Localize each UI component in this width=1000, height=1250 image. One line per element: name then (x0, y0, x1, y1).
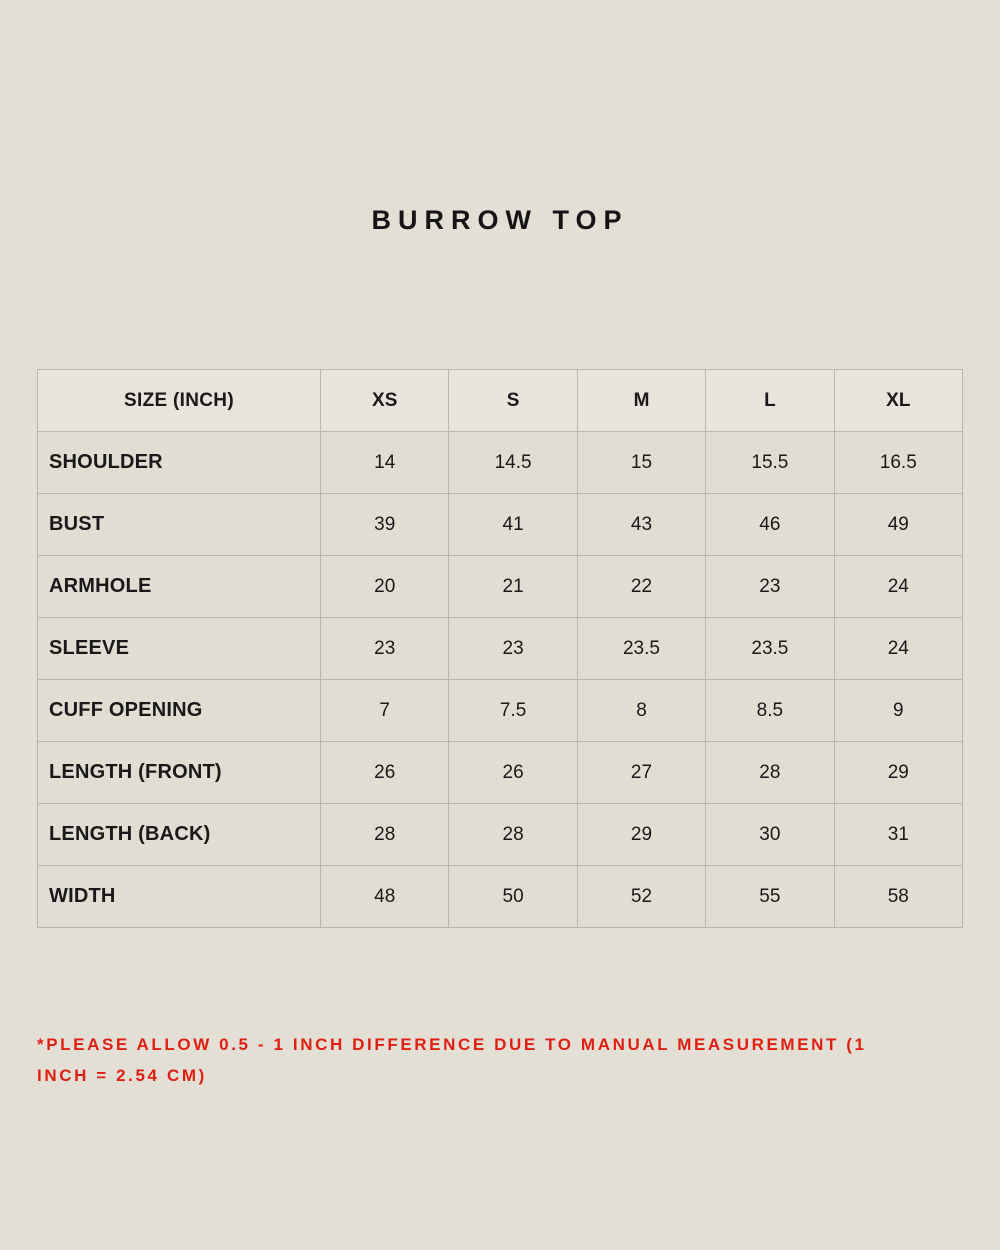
table-cell: 23 (449, 618, 577, 680)
table-cell: 14 (321, 432, 449, 494)
table-cell: 7 (321, 680, 449, 742)
table-row (38, 432, 963, 494)
table-cell: 49 (834, 494, 962, 556)
table-row (38, 742, 963, 804)
table-cell: 8 (577, 680, 705, 742)
table-body (38, 432, 963, 928)
table-cell: 29 (834, 742, 962, 804)
column-header-l: L (706, 370, 834, 432)
column-header-m: M (577, 370, 705, 432)
row-label: SLEEVE (38, 618, 321, 680)
column-header-s: S (449, 370, 577, 432)
table-cell: 46 (706, 494, 834, 556)
row-label: CUFF OPENING (38, 680, 321, 742)
table-cell: 48 (321, 866, 449, 928)
page-title: BURROW TOP (371, 205, 629, 235)
table-cell: 24 (834, 556, 962, 618)
size-chart-table (37, 369, 963, 928)
table-cell: 30 (706, 804, 834, 866)
table-row (38, 494, 963, 556)
table-cell: 23.5 (706, 618, 834, 680)
size-chart-table-container (37, 369, 963, 928)
table-cell: 15.5 (706, 432, 834, 494)
row-label: SHOULDER (38, 432, 321, 494)
table-cell: 26 (449, 742, 577, 804)
column-header-xl: XL (834, 370, 962, 432)
table-row (38, 680, 963, 742)
table-cell: 28 (321, 804, 449, 866)
table-cell: 28 (449, 804, 577, 866)
table-cell: 8.5 (706, 680, 834, 742)
table-row (38, 866, 963, 928)
table-cell: 27 (577, 742, 705, 804)
row-label: LENGTH (FRONT) (38, 742, 321, 804)
row-label: BUST (38, 494, 321, 556)
table-cell: 31 (834, 804, 962, 866)
table-cell: 41 (449, 494, 577, 556)
table-cell: 15 (577, 432, 705, 494)
table-cell: 58 (834, 866, 962, 928)
table-cell: 24 (834, 618, 962, 680)
table-cell: 14.5 (449, 432, 577, 494)
table-cell: 55 (706, 866, 834, 928)
table-cell: 23 (706, 556, 834, 618)
table-header (38, 370, 963, 432)
table-cell: 9 (834, 680, 962, 742)
table-cell: 22 (577, 556, 705, 618)
table-cell: 26 (321, 742, 449, 804)
table-cell: 52 (577, 866, 705, 928)
table-cell: 20 (321, 556, 449, 618)
row-label: LENGTH (BACK) (38, 804, 321, 866)
row-label: WIDTH (38, 866, 321, 928)
table-cell: 21 (449, 556, 577, 618)
table-cell: 29 (577, 804, 705, 866)
table-row (38, 556, 963, 618)
column-header-xs: XS (321, 370, 449, 432)
table-cell: 28 (706, 742, 834, 804)
table-cell: 39 (321, 494, 449, 556)
table-row (38, 618, 963, 680)
table-cell: 7.5 (449, 680, 577, 742)
table-row (38, 804, 963, 866)
table-cell: 16.5 (834, 432, 962, 494)
column-header-size: SIZE (INCH) (38, 370, 321, 432)
table-cell: 23 (321, 618, 449, 680)
table-cell: 23.5 (577, 618, 705, 680)
table-header-row (38, 370, 963, 432)
table-cell: 43 (577, 494, 705, 556)
row-label: ARMHOLE (38, 556, 321, 618)
table-cell: 50 (449, 866, 577, 928)
measurement-disclaimer: *PLEASE ALLOW 0.5 - 1 INCH DIFFERENCE DUE TO MANUAL MEASUREMENT (1 INCH = 2.54 CM) (37, 1035, 867, 1085)
